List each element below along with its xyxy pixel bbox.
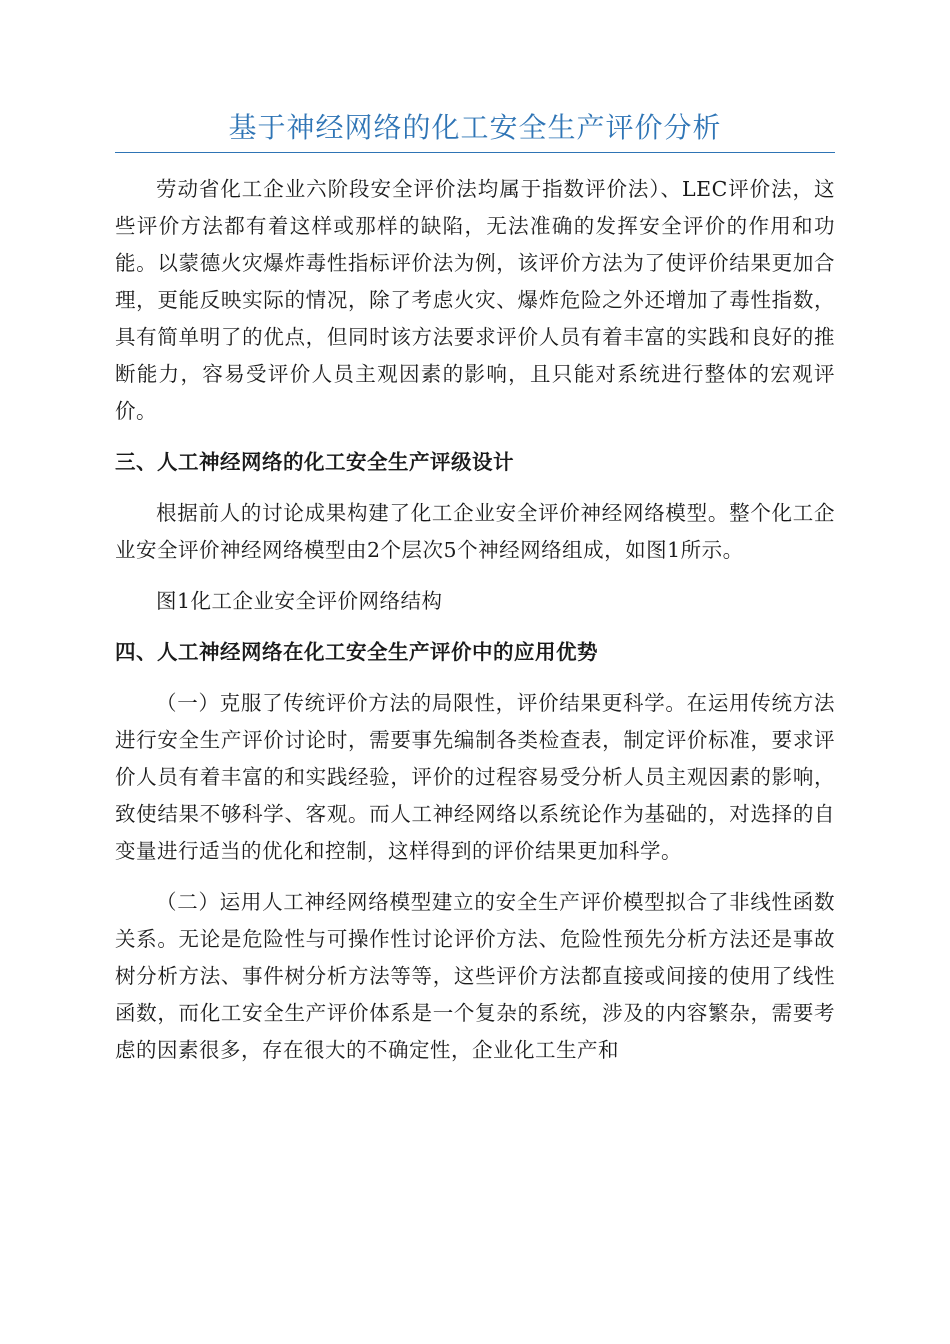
document-title: 基于神经网络的化工安全生产评价分析: [115, 108, 835, 153]
paragraph-intro: 劳动省化工企业六阶段安全评价法均属于指数评价法）、LEC评价法，这些评价方法都有着这样或那样的缺陷，无法准确的发挥安全评价的作用和功能。以蒙德火灾爆炸毒性指标评价法为例，该评价方法为了使评价结果更加合理，更能反映实际的情况，除了考虑火灾、爆炸危险之外还增加了毒性指数，具有简单明了的优点，但同时该方法要求评价人员有着丰富的实践和良好的推断能力，容易受评价人员主观因素的影响，且只能对系统进行整体的宏观评价。: [115, 177, 835, 423]
paragraph-advantage-2: （二）运用人工神经网络模型建立的安全生产评价模型拟合了非线性函数关系。无论是危险性与可操作性讨论评价方法、危险性预先分析方法还是事故树分析方法、事件树分析方法等等，这些评价方法都直接或间接的使用了线性函数，而化工安全生产评价体系是一个复杂的系统，涉及的内容繁杂，需要考虑的因素很多，存在很大的不确定性，企业化工生产和: [115, 890, 835, 1062]
document-page: [115, 108, 835, 1083]
paragraph-model: 根据前人的讨论成果构建了化工企业安全评价神经网络模型。整个化工企业安全评价神经网络模型由2个层次5个神经网络组成，如图1所示。: [115, 501, 835, 562]
figure-caption: 图1化工企业安全评价网络结构: [156, 589, 443, 613]
section-heading-4: 四、人工神经网络在化工安全生产评价中的应用优势: [115, 640, 598, 664]
section-heading-3: 三、人工神经网络的化工安全生产评级设计: [115, 450, 514, 474]
paragraph-advantage-1: （一）克服了传统评价方法的局限性，评价结果更科学。在运用传统方法进行安全生产评价讨论时，需要事先编制各类检查表，制定评价标准，要求评价人员有着丰富的和实践经验，评价的过程容易受分析人员主观因素的影响，致使结果不够科学、客观。而人工神经网络以系统论作为基础的，对选择的自变量进行适当的优化和控制，这样得到的评价结果更加科学。: [115, 691, 835, 863]
